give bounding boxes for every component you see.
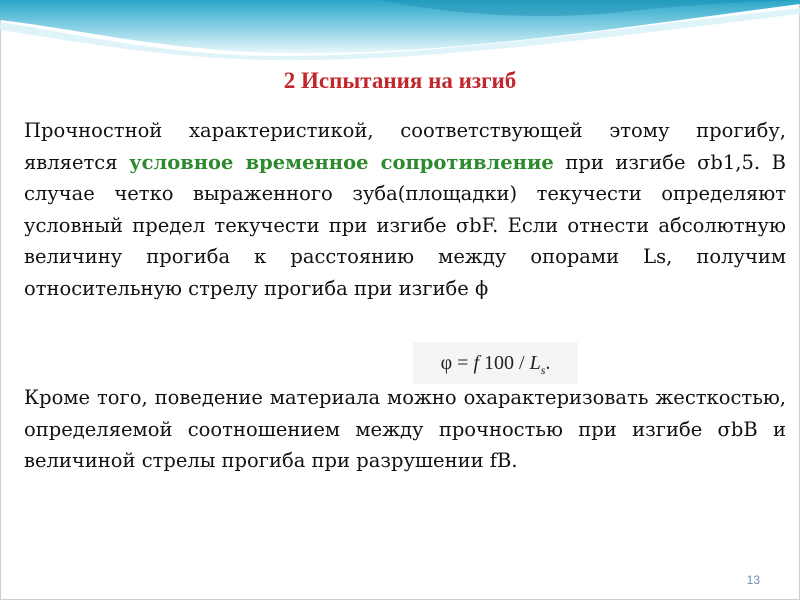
formula-phi: φ = — [440, 352, 474, 374]
deflection-formula — [413, 352, 578, 378]
header-wave-decoration — [0, 0, 800, 62]
formula-L: L — [529, 352, 541, 374]
paragraph-strength-characteristic — [24, 115, 786, 304]
formula-f: f — [473, 352, 480, 374]
formula-end: . — [545, 352, 551, 374]
slide-title: 2 Испытания на изгиб — [283, 68, 517, 93]
paragraph1-text-start: Прочностной характеристикой, соответствующей этому прогибу, является — [24, 119, 786, 174]
highlighted-term: условное временное сопротивление — [129, 150, 554, 174]
paragraph-stiffness: Кроме того, поведение материала можно охарактеризовать жесткостью, определяемой соотношением между прочностью при изгибе σbB и величиной стрелы прогиба при разрушении fB. — [24, 386, 786, 472]
paragraph1-text-end: при изгибе σb1,5. В случае четко выраженного зуба(площадки) текучести определяют условный предел текучести при изгибе σbF. Если отнести абсолютную величину прогиба к расстоянию между опорами Ls, получим относительную стрелу прогиба при изгибе ϕ — [24, 150, 787, 300]
formula-image — [413, 342, 578, 384]
formula-middle: 100 / — [479, 352, 530, 374]
page-number: 13 — [746, 573, 760, 587]
formula-subscript: s — [540, 363, 546, 377]
